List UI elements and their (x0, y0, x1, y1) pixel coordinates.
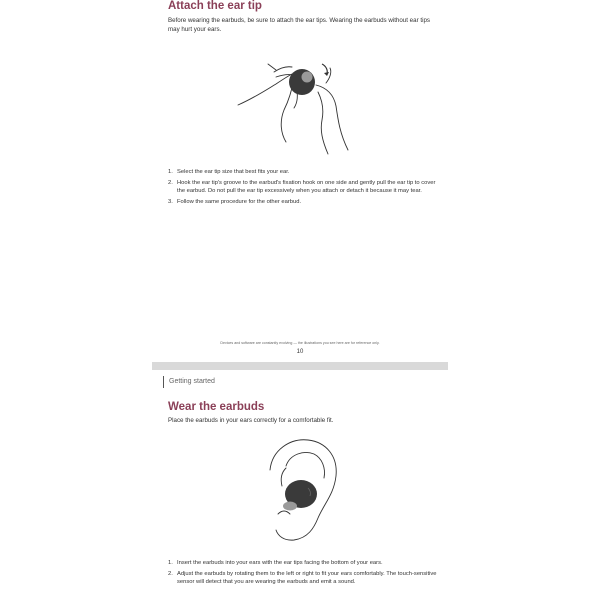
step-item: 1. Insert the earbuds into your ears with the ear tips facing the bottom of your ears. (168, 560, 383, 566)
page-title: Wear the earbuds (168, 401, 265, 413)
ear-wearing-earbud-illustration (256, 434, 348, 544)
step-item: 2. Adjust the earbuds by rotating them to the left or right to fit your ears comfortably. The touch-sensitive sensor will detect that you are wearing the earbuds and emit a sound. (168, 570, 437, 586)
steps-list (168, 559, 440, 589)
step-item: 2. Hook the ear tip's groove to the earbud's fixation hook on one side and gently pull the ear tip to cover the earbud. Do not pull the ear tip excessively when you attach or detach it because it may tear. (168, 179, 436, 195)
intro-text: Place the earbuds in your ears correctly for a comfortable fit. (168, 417, 334, 424)
intro-text: Before wearing the earbuds, be sure to attach the ear tips. Wearing the earbuds without ear tips may hurt your ears. (168, 17, 430, 33)
section-header: Getting started (163, 376, 215, 388)
hand-attaching-ear-tip-illustration (236, 50, 366, 158)
steps-list (168, 168, 438, 209)
page-number: 10 (296, 349, 304, 355)
footer-note: Devices and software are constantly evolving — the illustrations you see here are for reference only. (220, 341, 380, 345)
step-item: 1. Select the ear tip size that best fits your ear. (168, 169, 290, 175)
page-title: Attach the ear tip (168, 0, 262, 12)
page-separator (152, 362, 448, 370)
step-item: 3. Follow the same procedure for the other earbud. (168, 199, 302, 205)
